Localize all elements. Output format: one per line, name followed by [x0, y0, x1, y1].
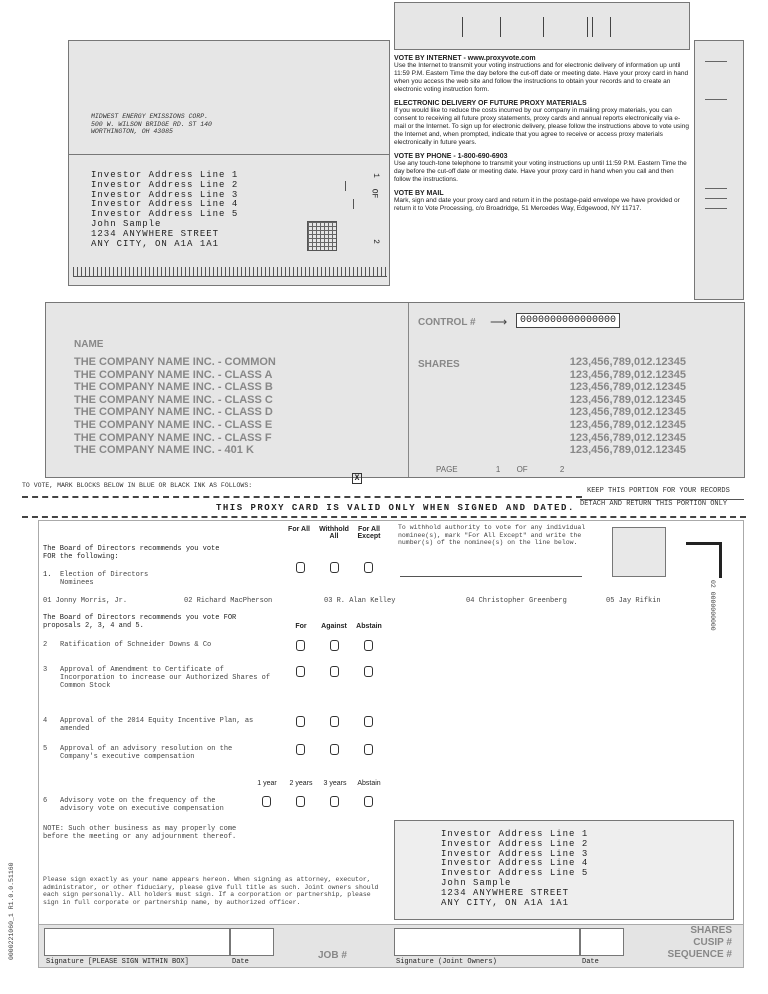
- detach-portion: DETACH AND RETURN THIS PORTION ONLY: [580, 500, 728, 508]
- col-for-all-except: For All Except: [357, 526, 381, 540]
- investor-line: Investor Address Line 2: [91, 179, 239, 190]
- tear-line-top: [22, 496, 582, 498]
- item2-abstain[interactable]: [364, 640, 373, 651]
- name-label: NAME: [74, 339, 104, 350]
- col-abstain-6: Abstain: [357, 780, 381, 787]
- investor-address: [91, 171, 238, 249]
- control-label: CONTROL #: [418, 317, 476, 328]
- barcode-box: [394, 2, 690, 50]
- side-page-of: OF: [369, 188, 379, 199]
- date-box[interactable]: [230, 928, 274, 956]
- investor-line: Investor Address Line 1: [91, 170, 239, 180]
- item3-abstain[interactable]: [364, 666, 373, 677]
- company-name: THE COMPANY NAME INC. - COMMON: [74, 356, 276, 368]
- checkbox-for-all-except[interactable]: [364, 562, 373, 573]
- checkbox-for-all[interactable]: [296, 562, 305, 573]
- company-name: THE COMPANY NAME INC. - 401 K: [74, 444, 254, 457]
- item2-against[interactable]: [330, 640, 339, 651]
- share-value: 123,456,789,012.12345: [569, 356, 686, 368]
- withhold-line: [400, 576, 582, 577]
- item4-against[interactable]: [330, 716, 339, 727]
- voting-instructions: [394, 55, 690, 213]
- shares-list: [526, 356, 686, 457]
- page-total: 2: [559, 465, 565, 474]
- corner-mark: [686, 542, 722, 578]
- sender-street: 500 W. WILSON BRIDGE RD. ST 140: [91, 120, 212, 128]
- item3-text: Approval of Amendment to Certificate of Incorporation to increase our Authorized Shares of Common Stock: [60, 666, 271, 690]
- return-address: [441, 830, 588, 908]
- keep-portion: KEEP THIS PORTION FOR YOUR RECORDS: [587, 487, 730, 495]
- investor-line: ANY CITY, ON A1A 1A1: [91, 238, 220, 249]
- investor-line: Investor Address Line 5: [441, 868, 589, 879]
- address-grid: [307, 221, 337, 251]
- item6-text: Advisory vote on the frequency of the advisory vote on executive compensation: [60, 797, 224, 813]
- item5-text: Approval of an advisory resolution on the Company's executive compensation: [60, 745, 233, 761]
- investor-line: Investor Address Line 4: [441, 858, 589, 869]
- item2-for[interactable]: [296, 640, 305, 651]
- right-stub: [694, 40, 744, 300]
- investor-line: Investor Address Line 1: [441, 829, 589, 839]
- nominee: 04 Christopher Greenberg: [466, 597, 567, 605]
- nominee: 05 Jay Rifkin: [606, 597, 661, 605]
- sender-company: MIDWEST ENERGY EMISSIONS CORP.: [91, 113, 209, 120]
- col-abstain: Abstain: [356, 623, 382, 630]
- mail-title: VOTE BY MAIL: [394, 190, 444, 197]
- side-code: 02 0000000000: [709, 580, 716, 631]
- sender-address: [91, 113, 212, 136]
- withhold-instruction: To withhold authority to vote for any individual nominee(s), mark "For All Except" and write the number(s) of the nominee(s) on the line below.: [398, 524, 586, 546]
- joint-date-box[interactable]: [580, 928, 624, 956]
- company-name: THE COMPANY NAME INC. - CLASS C: [74, 393, 273, 406]
- investor-line: ANY CITY, ON A1A 1A1: [441, 897, 570, 908]
- item4-text: Approval of the 2014 Equity Incentive Plan, as amended: [60, 717, 254, 733]
- investor-line: Investor Address Line 3: [91, 189, 239, 200]
- page-label: PAGE: [436, 465, 458, 474]
- scan-box: [612, 527, 666, 577]
- shares-label: SHARES: [418, 359, 460, 370]
- return-address-box: [394, 820, 734, 920]
- item1-text: Election of Directors: [60, 571, 149, 579]
- investor-line: 1234 ANYWHERE STREET: [441, 887, 570, 898]
- date-label: Date: [232, 958, 249, 966]
- item3-against[interactable]: [330, 666, 339, 677]
- control-number: 0000000000000000: [516, 313, 620, 328]
- electronic-text: If you would like to reduce the costs incurred by our company in mailing proxy materials, you can consent to receiving all future proxy statements, proxy cards and annual reports electronically via e-mail or the Internet. To sign up for electronic delivery, please follow the instructions above to vote using the Internet and, when prompted, indicate that you agree to receive or access proxy materials electronically in future years.: [394, 107, 689, 146]
- valid-notice: THIS PROXY CARD IS VALID ONLY WHEN SIGNED AND DATED.: [216, 503, 575, 513]
- checkbox-withhold-all[interactable]: [330, 562, 339, 573]
- item4-abstain[interactable]: [364, 716, 373, 727]
- company-name: THE COMPANY NAME INC. - CLASS A: [74, 368, 273, 381]
- phone-text: Use any touch-tone telephone to transmit your voting instructions up until 11:59 P.M. Eastern Time the day before the cut-off date or meeting date. Have your proxy card in hand when you call and then follow the instructions.: [394, 160, 687, 183]
- holdings-panel: [45, 302, 745, 478]
- company-name: THE COMPANY NAME INC. - CLASS B: [74, 381, 273, 394]
- note: NOTE: Such other business as may properly come before the meeting or any adjournment thereof.: [43, 825, 237, 841]
- col-3-years: 3 years: [323, 780, 347, 787]
- item6-1-year[interactable]: [262, 796, 271, 807]
- company-name: THE COMPANY NAME INC. - CLASS E: [74, 418, 273, 431]
- col-for-all: For All: [288, 526, 310, 533]
- investor-line: Investor Address Line 3: [441, 848, 589, 859]
- col-for: For: [295, 623, 307, 630]
- investor-line: John Sample: [441, 877, 512, 888]
- item5-abstain[interactable]: [364, 744, 373, 755]
- arrow-icon: ⟶: [490, 315, 508, 329]
- board-recommends-2: The Board of Directors recommends you vote FOR proposals 2, 3, 4 and 5.: [43, 614, 237, 630]
- sender-city: WORTHINGTON, OH 43085: [91, 128, 173, 135]
- mark-example: X: [352, 473, 362, 484]
- tear-line-bottom: [22, 516, 746, 518]
- investor-line: Investor Address Line 2: [441, 838, 589, 849]
- to-vote-instruction: TO VOTE, MARK BLOCKS BELOW IN BLUE OR BLACK INK AS FOLLOWS:: [22, 482, 253, 489]
- joint-signature-label: Signature (Joint Owners): [396, 958, 497, 966]
- sign-instructions: Please sign exactly as your name appears hereon. When signing as attorney, executor, administrator, or other fiduciary, please give full title as such. Joint owners should each sign personally. All holders must sign. If a corporation or partnership, please sign in full corporate or partnership name, by authorized officer.: [43, 876, 379, 906]
- item6-number: 6: [43, 797, 48, 805]
- signature-label: Signature [PLEASE SIGN WITHIN BOX]: [46, 958, 189, 966]
- share-value: 123,456,789,012.12345: [569, 381, 686, 394]
- share-value: 123,456,789,012.12345: [569, 431, 686, 444]
- ruler: [73, 267, 387, 277]
- joint-date-label: Date: [582, 958, 599, 966]
- item2-text: Ratification of Schneider Downs & Co: [60, 641, 212, 649]
- company-name: THE COMPANY NAME INC. - CLASS D: [74, 406, 273, 419]
- joint-signature-box[interactable]: [394, 928, 580, 956]
- company-name: THE COMPANY NAME INC. - CLASS F: [74, 431, 272, 444]
- item1-sub: Nominees: [60, 579, 94, 587]
- electronic-title: ELECTRONIC DELIVERY OF FUTURE PROXY MATERIALS: [394, 100, 587, 107]
- col-1-year: 1 year: [257, 780, 277, 787]
- item3-number: 3: [43, 666, 48, 674]
- investor-line: John Sample: [91, 218, 162, 229]
- shares-footer: SHARES: [690, 925, 732, 936]
- investor-line: Investor Address Line 5: [91, 209, 239, 220]
- item5-against[interactable]: [330, 744, 339, 755]
- nominee: 03 R. Alan Kelley: [324, 597, 396, 605]
- mail-text: Mark, sign and date your proxy card and return it in the postage-paid envelope we have provided or return it to Vote Processing, c/o Broadridge, 51 Mercedes Way, Edgewood, NY 11717.: [394, 197, 680, 212]
- item6-3-years[interactable]: [330, 796, 339, 807]
- nominee: 01 Jonny Morris, Jr.: [43, 597, 128, 605]
- item5-number: 5: [43, 745, 48, 753]
- sequence-footer: SEQUENCE #: [667, 949, 732, 960]
- share-value: 123,456,789,012.12345: [569, 368, 686, 381]
- side-marks: [337, 161, 389, 271]
- left-code: 0000221060_1 R1.0.0.51160: [8, 862, 15, 960]
- internet-text: Use the Internet to transmit your voting instructions and for electronic delivery of information up until 11:59 P.M. Eastern Time the day before the cut-off date or meeting date. Have your proxy card in hand when you access the web site and follow the instructions to obtain your records and to create an electronic voting instruction form.: [394, 62, 689, 93]
- job-label: JOB #: [318, 950, 347, 961]
- item6-2-years[interactable]: [296, 796, 305, 807]
- col-withhold-all: Withhold All: [319, 526, 349, 540]
- company-list: [74, 356, 276, 457]
- item4-for[interactable]: [296, 716, 305, 727]
- item5-for[interactable]: [296, 744, 305, 755]
- side-page-b: 2: [370, 239, 380, 244]
- item6-abstain[interactable]: [364, 796, 373, 807]
- item1-number: 1.: [43, 571, 52, 579]
- phone-title: VOTE BY PHONE - 1-800-690-6903: [394, 153, 508, 160]
- col-against: Against: [321, 623, 347, 630]
- page-num: 1: [495, 465, 501, 474]
- cusip-footer: CUSIP #: [693, 937, 732, 948]
- investor-line: Investor Address Line 4: [91, 199, 239, 210]
- board-recommends-1: The Board of Directors recommends you vote FOR the following:: [43, 545, 220, 561]
- item3-for[interactable]: [296, 666, 305, 677]
- nominee: 02 Richard MacPherson: [184, 597, 273, 605]
- page-of: OF: [516, 465, 528, 474]
- investor-line: 1234 ANYWHERE STREET: [91, 228, 220, 239]
- share-value: 123,456,789,012.12345: [569, 418, 686, 431]
- item2-number: 2: [43, 641, 48, 649]
- share-value: 123,456,789,012.12345: [569, 406, 686, 419]
- side-page-a: 1: [370, 173, 380, 178]
- item4-number: 4: [43, 717, 48, 725]
- internet-title: VOTE BY INTERNET - www.proxyvote.com: [394, 55, 536, 62]
- share-value: 123,456,789,012.12345: [569, 444, 686, 457]
- mailing-address-panel: [68, 40, 390, 286]
- col-2-years: 2 years: [289, 780, 313, 787]
- page-indicator: [436, 465, 564, 474]
- signature-box[interactable]: [44, 928, 230, 956]
- share-value: 123,456,789,012.12345: [569, 393, 686, 406]
